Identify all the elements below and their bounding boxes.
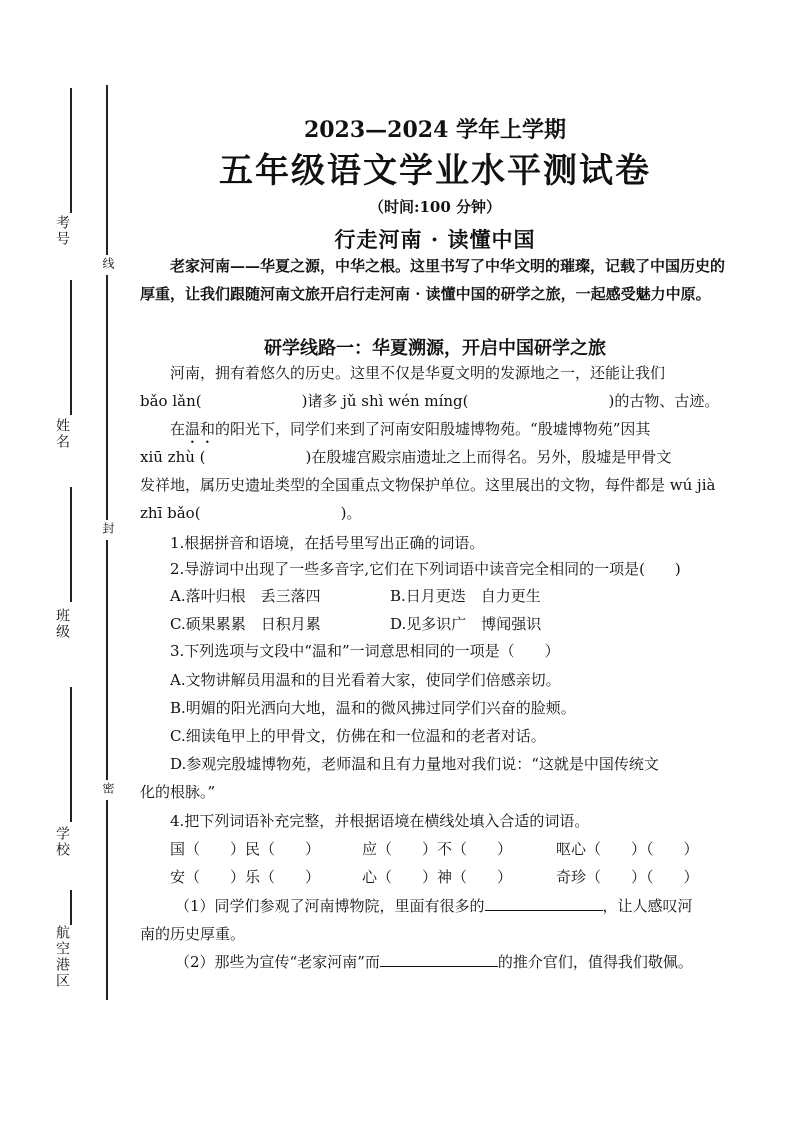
idiom-blank[interactable]: 应（ ）不（ ） (362, 840, 513, 858)
passage-text: )的古物、古迹。 (608, 392, 720, 410)
q4-sentence-2 (175, 951, 693, 972)
pinyin-baolan: bǎo lǎn( (140, 392, 202, 410)
margin-line-left (70, 487, 72, 602)
passage-line (140, 502, 361, 523)
fill-line[interactable] (485, 896, 603, 911)
passage-line (140, 390, 719, 411)
q3-option-c: C.细读龟甲上的甲骨文，仿佛在和一位温和的老者对话。 (170, 727, 546, 745)
binding-line (106, 275, 108, 520)
idiom-blank[interactable]: 呕心（ ）（ ） (556, 840, 699, 858)
margin-line-left (70, 280, 72, 415)
idiom-blank[interactable]: 心（ ）神（ ） (362, 868, 513, 886)
pinyin-xiuzhu: xiū zhù ( (140, 448, 206, 466)
binding-mark-line: 线 (101, 257, 115, 269)
passage-text: 河南，拥有着悠久的历史。这里不仅是华夏文明的发源地之一，还能让我们 (170, 364, 666, 382)
pinyin-jushiwenming: )诸多 jǔ shì wén míng( (301, 392, 469, 410)
passage-text: )。 (340, 504, 362, 522)
margin-line-left (70, 88, 72, 213)
theme-title: 行走河南 · 读懂中国 (334, 227, 536, 252)
sentence-text: （1）同学们参观了河南博物院，里面有很多的 (175, 897, 485, 915)
pinyin-wujiazhibao: zhī bǎo( (140, 504, 201, 522)
exam-time: （时间:100 分钟） (368, 198, 502, 216)
margin-label-school: 学校 (54, 826, 70, 858)
passage-line (170, 362, 665, 383)
q4-sentence-1-cont: 南的历史厚重。 (140, 925, 246, 943)
margin-label-name: 姓名 (54, 418, 70, 450)
margin-label-district: 航空港区 (54, 925, 70, 989)
fill-line[interactable] (380, 952, 498, 967)
sentence-text: 的推介官们，值得我们敬佩。 (497, 953, 693, 971)
intro-paragraph (140, 252, 735, 308)
passage-text: 的阳光下，同学们来到了河南安阳殷墟博物苑。“殷墟博物苑”因其 (215, 420, 651, 438)
q3-option-a: A.文物讲解员用温和的目光看着大家，使同学们倍感亲切。 (170, 671, 561, 689)
q2-option-c: C.硕果累累 日积月累 (170, 615, 321, 633)
q2-option-a: A.落叶归根 丢三落四 (170, 587, 321, 605)
margin-line-left (70, 890, 72, 925)
question-2: 2.导游词中出现了一些多音字,它们在下列词语中读音完全相同的一项是( ) (170, 560, 681, 578)
binding-mark-seal: 封 (101, 522, 115, 534)
question-4: 4.把下列词语补充完整，并根据语境在横线处填入合适的词语。 (170, 812, 590, 830)
q3-option-b: B.明媚的阳光洒向大地，温和的微风拂过同学们兴奋的脸颊。 (170, 699, 576, 717)
question-3: 3.下列选项与文段中“温和”一词意思相同的一项是（ ） (170, 642, 560, 660)
passage-line (140, 446, 671, 467)
sentence-text: ，让人感叹河 (602, 897, 693, 915)
margin-label-exam-number: 考号 (54, 215, 70, 247)
q3-option-d: D.参观完殷墟博物苑，老师温和且有力量地对我们说：“这就是中国传统文 (170, 755, 659, 773)
idiom-blank[interactable]: 奇珍（ ）（ ） (556, 868, 699, 886)
exam-title: 五年级语文学业水平测试卷 (219, 151, 651, 191)
idiom-blank[interactable]: 安（ ）乐（ ） (170, 868, 321, 886)
question-1: 1.根据拼音和语境，在括号里写出正确的词语。 (170, 534, 485, 552)
passage-text: 发祥地，属历史遗址类型的全国重点文物保护单位。这里展出的文物，每件都是 wú jià (140, 476, 716, 494)
passage-text: )在殷墟宫殿宗庙遗址之上而得名。另外，殷墟是甲骨文 (305, 448, 672, 466)
section-heading: 研学线路一：华夏溯源，开启中国研学之旅 (264, 338, 606, 359)
q2-option-d: D.见多识广 博闻强识 (390, 615, 542, 633)
passage-line (170, 418, 650, 447)
intro-text: 老家河南——华夏之源，中华之根。这里书写了中华文明的璀璨，记载了中国历史的厚重，让我们跟随河南文旅开启行走河南 · 读懂中国的研学之旅，一起感受魅力中原。 (140, 257, 726, 303)
idiom-blank[interactable]: 国（ ）民（ ） (170, 840, 321, 858)
margin-label-class: 班级 (54, 608, 70, 640)
q3-option-d-cont: 化的根脉。” (140, 783, 216, 801)
binding-line (106, 800, 108, 1000)
passage-line (140, 474, 715, 495)
binding-line (106, 540, 108, 780)
q4-sentence-1 (175, 895, 693, 916)
dotted-word-wenhe: 温和 (185, 420, 216, 438)
passage-text: 在 (170, 420, 186, 438)
sentence-text: （2）那些为宣传“老家河南”而 (175, 953, 380, 971)
binding-mark-secret: 密 (101, 782, 115, 794)
q2-option-b: B.日月更迭 自力更生 (390, 587, 541, 605)
margin-line-left (70, 687, 72, 822)
binding-line (106, 85, 108, 255)
term-title: 2023—2024 学年上学期 (303, 117, 567, 143)
